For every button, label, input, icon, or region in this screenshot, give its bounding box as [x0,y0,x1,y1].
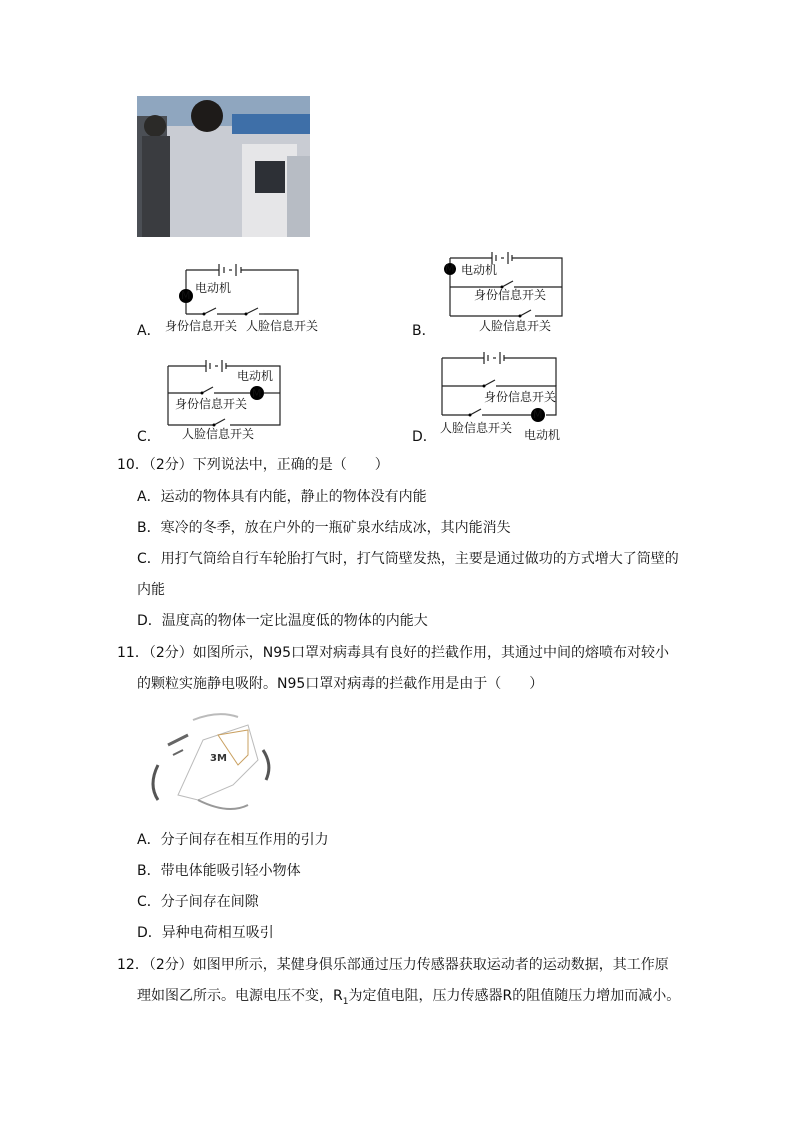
option-a-label: A． [137,323,161,339]
option-d-label: D． [412,429,437,445]
q10-stem: 10．（2分）下列说法中，正确的是（ ） [117,457,389,473]
circuit-option-c [160,352,290,442]
q10-option-d: D．温度高的物体一定比温度低的物体的内能大 [137,613,428,629]
motor-label: 电动机 [237,369,274,383]
q12-text-b: 为定值电阻，压力传感器R的阻值随压力增加而减小。 [348,988,681,1004]
q10-option-c-line1: C．用打气筒给自行车轮胎打气时，打气筒壁发热，主要是通过做功的方式增大了筒壁的 [137,551,679,567]
face-switch-label: 人脸信息开关 [182,427,255,441]
motor-symbol: M [445,262,455,275]
face-switch-label: 人脸信息开关 [440,421,513,435]
identity-switch-label: 身份信息开关 [474,288,547,302]
q12-subscript: 1 [342,996,349,1007]
motor-symbol: M [181,289,191,302]
q11-option-b: B．带电体能吸引轻小物体 [137,863,301,879]
mask-brand-label: 3M [210,753,227,764]
q12-text-a: 理如图乙所示。电源电压不变，R [137,988,343,1004]
q10-option-c-line2: 内能 [137,582,165,598]
q11-option-c: C．分子间存在间隙 [137,894,259,910]
q12-stem-line2 [137,986,680,1012]
option-b-label: B． [412,323,436,339]
motor-symbol: M [252,387,262,400]
face-switch-label: 人脸信息开关 [479,319,552,333]
identity-switch-label: 身份信息开关 [175,397,248,411]
motor-label: 电动机 [524,428,561,442]
option-c-label: C． [137,429,161,445]
q11-stem-line2: 的颗粒实施静电吸附。N95口罩对病毒的拦截作用是由于（ ） [137,676,544,692]
circuit-option-d [434,346,574,442]
circuit-option-a [134,258,334,340]
q10-option-a: A．运动的物体具有内能，静止的物体没有内能 [137,489,427,505]
motor-label: 电动机 [195,281,232,295]
q11-stem-line1: 11．（2分）如图所示，N95口罩对病毒具有良好的拦截作用，其通过中间的熔喷布对较小 [117,645,670,661]
q10-option-b: B．寒冷的冬季，放在户外的一瓶矿泉水结成冰，其内能消失 [137,520,511,536]
identity-switch-label: 身份信息开关 [484,390,557,404]
q12-stem-line1: 12．（2分）如图甲所示，某健身俱乐部通过压力传感器获取运动者的运动数据，其工作原 [117,957,669,973]
gate-photo [137,96,310,237]
face-switch-label: 人脸信息开关 [246,319,319,333]
identity-switch-label: 身份信息开关 [165,319,238,333]
q11-option-d: D．异种电荷相互吸引 [137,925,274,941]
q11-option-a: A．分子间存在相互作用的引力 [137,832,329,848]
circuit-option-b [432,248,572,336]
motor-symbol: M [533,408,543,421]
n95-mask-image [138,705,278,811]
motor-label: 电动机 [461,263,498,277]
